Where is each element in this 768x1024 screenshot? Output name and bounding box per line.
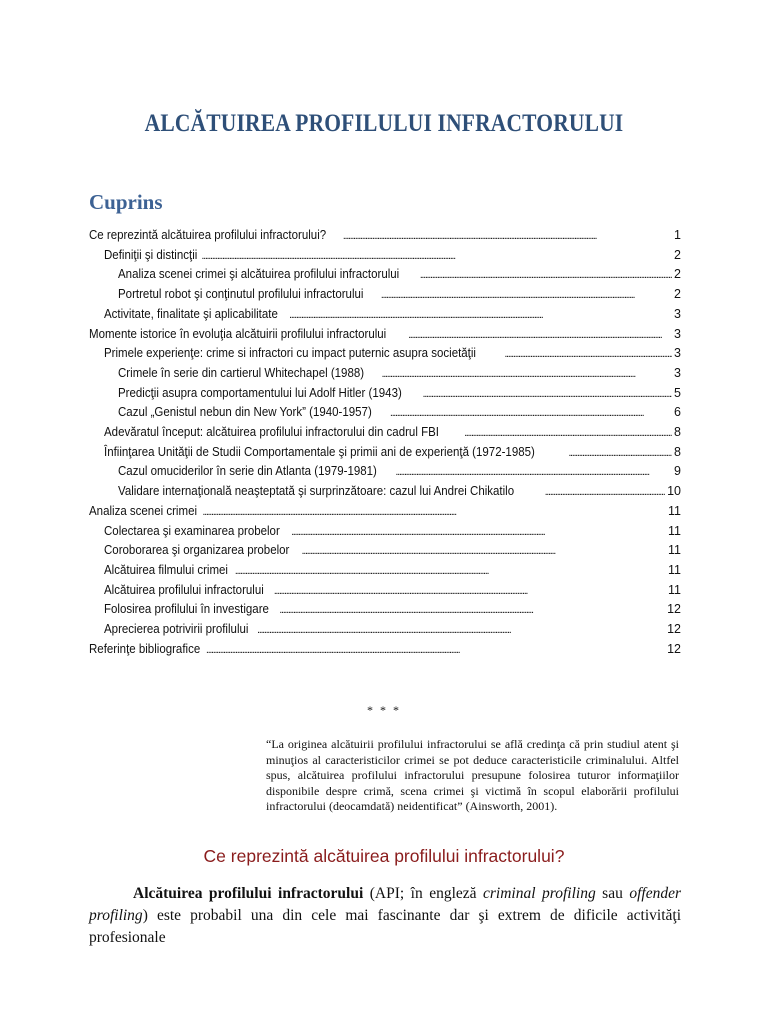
toc-leader-dots xyxy=(504,344,672,362)
toc-leader-dots xyxy=(279,600,665,618)
toc-entry-page: 3 xyxy=(674,326,681,341)
toc-entry-page: 2 xyxy=(674,287,681,302)
toc-entry-page: 8 xyxy=(674,444,681,459)
toc-entry[interactable] xyxy=(104,600,681,618)
toc-entry[interactable] xyxy=(118,403,681,421)
toc-entry-title: Analiza scenei crimei xyxy=(89,503,198,518)
toc-entry-page: 2 xyxy=(674,247,681,262)
toc-entry-title: Momente istorice în evoluţia alcătuirii profilului infractorului xyxy=(89,326,387,341)
toc-entry-page: 5 xyxy=(674,385,681,400)
section-separator: * * * xyxy=(367,703,401,717)
section-heading: Ce reprezintă alcătuirea profilului infractorului? xyxy=(203,846,565,866)
toc-entry-page: 1 xyxy=(674,228,681,242)
toc-entry-page: 6 xyxy=(674,405,681,420)
toc-entry-page: 10 xyxy=(667,484,681,499)
toc-leader-dots xyxy=(464,423,672,441)
toc-entry-page: 11 xyxy=(668,543,681,558)
toc-leader-dots xyxy=(235,561,666,579)
toc-leader-dots xyxy=(302,541,667,559)
toc-entry-page: 12 xyxy=(667,622,681,636)
toc-leader-dots xyxy=(343,226,672,244)
toc-entry-page: 9 xyxy=(674,464,681,479)
document-title: ALCĂTUIREA PROFILULUI INFRACTORULUI xyxy=(144,110,624,137)
toc-leader-dots xyxy=(422,384,672,402)
toc-entry-title: Folosirea profilului în investigare xyxy=(104,602,269,617)
toc-entry-title: Colectarea şi examinarea probelor xyxy=(104,523,280,538)
toc-entry[interactable] xyxy=(104,305,681,323)
paragraph-text: ) este probabil una din cele mai fascinante dar şi extrem de dificile activităţi profesionale xyxy=(89,907,681,946)
toc-entry-page: 12 xyxy=(667,602,681,617)
toc-entry[interactable] xyxy=(118,384,681,402)
toc-entry[interactable] xyxy=(104,581,681,599)
toc-entry-title: Cazul „Genistul nebun din New York” (1940-1957) xyxy=(118,405,372,420)
toc-leader-dots xyxy=(420,265,672,283)
toc-leader-dots xyxy=(390,403,672,421)
toc-entry-title: Portretul robot şi conţinutul profilului infractorului xyxy=(118,287,364,302)
toc-entry-page: 3 xyxy=(674,346,681,361)
toc-entry[interactable] xyxy=(89,502,681,520)
toc-entry[interactable] xyxy=(104,541,681,559)
toc-entry-page: 12 xyxy=(667,641,681,656)
toc-entry-title: Înfiinţarea Unităţii de Studii Comportamentale şi primii ani de experienţă (1972-1985) xyxy=(104,444,535,459)
toc-leader-dots xyxy=(202,502,666,520)
toc-leader-dots xyxy=(201,246,672,264)
toc-entry[interactable] xyxy=(104,522,681,540)
toc-leader-dots xyxy=(274,581,666,599)
toc-entry-page: 8 xyxy=(674,425,681,439)
toc-entry-title: Predicţii asupra comportamentului lui Adolf Hitler (1943) xyxy=(118,385,402,400)
toc-entry-title: Definiţii şi distincţii xyxy=(104,247,198,262)
toc-entry-title: Cazul omuciderilor în serie din Atlanta (1979-1981) xyxy=(118,464,377,479)
italic-term: criminal profiling xyxy=(483,885,596,902)
toc-heading: Cuprins xyxy=(89,190,163,214)
toc-entry-page: 3 xyxy=(674,306,681,321)
toc-leader-dots xyxy=(545,482,666,500)
paragraph-text: (API; în engleză xyxy=(363,885,483,902)
toc-leader-dots xyxy=(291,522,666,540)
toc-entry[interactable] xyxy=(118,462,681,480)
toc-leader-dots xyxy=(568,443,672,461)
toc-entry-title: Referinţe bibliografice xyxy=(89,641,201,656)
italic-term: offender profiling xyxy=(89,885,681,924)
toc-entry-title: Alcătuirea filmului crimei xyxy=(104,562,228,577)
toc-entry-title: Validare internaţională neaşteptată şi surprinzătoare: cazul lui Andrei Chikatilo xyxy=(118,484,515,499)
toc-entry-page: 2 xyxy=(674,267,681,282)
toc-entry-page: 11 xyxy=(668,562,681,577)
body-paragraph xyxy=(89,883,681,949)
toc-entry-page: 11 xyxy=(668,523,681,538)
toc-entry-title: Ce reprezintă alcătuirea profilului infractorului? xyxy=(89,228,327,242)
toc-entry-title: Crimele în serie din cartierul Whitechapel (1988) xyxy=(118,365,365,380)
toc-leader-dots xyxy=(381,364,672,382)
toc-leader-dots xyxy=(395,462,672,480)
toc-leader-dots xyxy=(289,305,672,323)
toc-entry-title: Alcătuirea profilului infractorului xyxy=(104,582,264,597)
toc-entry-page: 3 xyxy=(674,365,681,380)
bold-term: Alcătuirea profilului infractorului xyxy=(133,885,364,902)
paragraph-text: sau xyxy=(595,885,630,902)
toc-entry-title: Coroborarea şi organizarea probelor xyxy=(104,543,290,558)
toc-entry[interactable] xyxy=(104,423,681,441)
toc-entry[interactable] xyxy=(104,246,681,264)
toc-entry-page: 11 xyxy=(668,503,681,518)
toc-entry[interactable] xyxy=(89,325,681,343)
toc-entry[interactable] xyxy=(89,640,681,658)
toc-entry[interactable] xyxy=(118,482,681,500)
toc-entry-title: Analiza scenei crimei şi alcătuirea profilului infractorului xyxy=(118,267,400,282)
toc-entry[interactable] xyxy=(89,226,681,244)
toc-entry-title: Aprecierea potrivirii profilului xyxy=(104,622,249,636)
epigraph-quote: “La originea alcătuirii profilului infractorului se află credinţa că prin studiul atent şi minuţios al caracteristicilor crimei se pot deduce caracteristicile criminalului. Altfel spus, alcătuirea profilului infractorului presupune folosirea tuturor informaţiilor disponibile despre crimă, scena crimei şi victimă în scopul elaborării profilului infractorului (deocamdată) neidentificat” (Ainsworth, 2001). xyxy=(266,737,679,813)
toc-entry-title: Primele experienţe: crime si infractori cu impact puternic asupra societăţii xyxy=(104,346,476,361)
toc-entry[interactable] xyxy=(118,364,681,382)
toc-entry-title: Adevăratul început: alcătuirea profilului infractorului din cadrul FBI xyxy=(104,425,439,439)
toc-entry-page: 11 xyxy=(668,582,681,597)
toc-entry[interactable] xyxy=(118,285,681,303)
toc-entry[interactable] xyxy=(104,620,681,638)
toc-leader-dots xyxy=(206,640,665,658)
toc-leader-dots xyxy=(408,325,672,343)
toc-entry-title: Activitate, finalitate şi aplicabilitate xyxy=(104,306,278,321)
toc-entry[interactable] xyxy=(104,561,681,579)
toc-entry[interactable] xyxy=(118,265,681,283)
toc-entry[interactable] xyxy=(104,443,681,461)
toc-leader-dots xyxy=(257,620,665,638)
toc-entry[interactable] xyxy=(104,344,681,362)
toc-leader-dots xyxy=(381,285,672,303)
